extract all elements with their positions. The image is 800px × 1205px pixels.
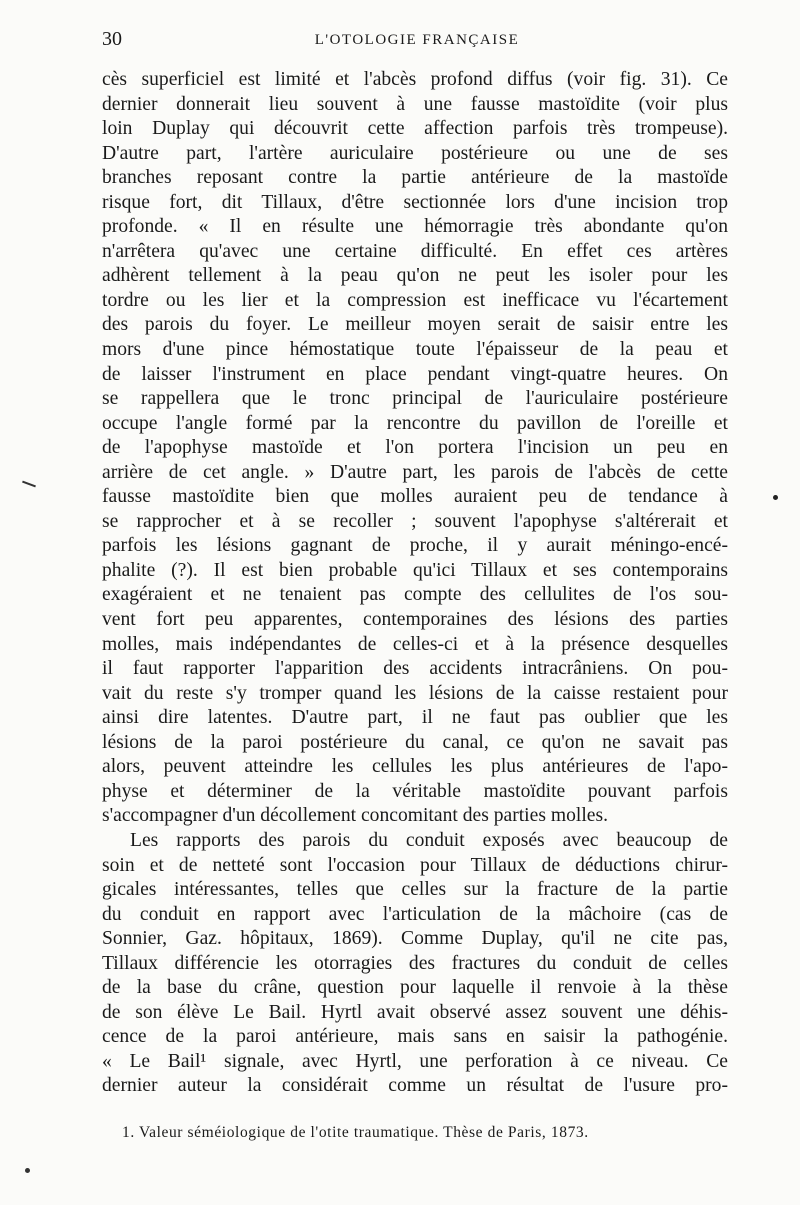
text-line: se rapprocher et à se recoller ; souvent l'apophyse s'altérerait et xyxy=(102,510,728,532)
text-line: branches reposant contre la partie antérieure de la mastoïde xyxy=(102,167,728,189)
text-line: vait du reste s'y tromper quand les lésions de la caisse restaient pour xyxy=(102,682,728,704)
text-line: se rappellera que le tronc principal de l'auriculaire postérieure xyxy=(102,388,728,410)
running-title: L'OTOLOGIE FRANÇAISE xyxy=(314,32,520,48)
text-line: gicales intéressantes, telles que celles sur la fracture de la partie xyxy=(102,879,728,901)
text-line: molles, mais indépendantes de celles-ci et à la présence desquelles xyxy=(102,633,728,655)
margin-ink-dot xyxy=(773,495,778,500)
text-line: lésions de la paroi postérieure du canal, ce qu'on ne savait pas xyxy=(102,731,728,753)
text-line: fausse mastoïdite bien que molles auraient peu de tendance à xyxy=(102,486,728,508)
text-line: occupe l'angle formé par la rencontre du pavillon de l'oreille et xyxy=(102,412,728,434)
body-text xyxy=(102,68,728,1099)
margin-pencil-mark xyxy=(22,481,36,488)
text-line: risque fort, dit Tillaux, d'être sectionnée lors d'une incision trop xyxy=(102,191,728,213)
text-line: de la base du crâne, question pour laquelle il renvoie à la thèse xyxy=(102,977,728,999)
text-line: dernier donnerait lieu souvent à une fausse mastoïdite (voir plus xyxy=(102,93,728,115)
text-line: de l'apophyse mastoïde et l'on portera l'incision un peu en xyxy=(102,437,728,459)
text-line: alors, peuvent atteindre les cellules les plus antérieures de l'apo- xyxy=(102,756,728,778)
text-line: s'accompagner d'un décollement concomitant des parties molles. xyxy=(102,805,608,827)
page-number: 30 xyxy=(102,28,122,50)
text-line: parfois les lésions gagnant de proche, il y aurait méningo-encé- xyxy=(102,535,728,557)
text-line: tordre ou les lier et la compression est inefficace vu l'écartement xyxy=(102,289,728,311)
text-line: loin Duplay qui découvrit cette affection parfois très trompeuse). xyxy=(102,118,728,140)
text-line: cence de la paroi antérieure, mais sans en saisir la pathogénie. xyxy=(102,1026,728,1048)
text-line: des parois du foyer. Le meilleur moyen serait de saisir entre les xyxy=(102,314,728,336)
text-line: cès superficiel est limité et l'abcès profond diffus (voir fig. 31). Ce xyxy=(102,69,728,90)
text-line: de laisser l'instrument en place pendant vingt-quatre heures. On xyxy=(102,363,728,385)
text-line: ainsi dire latentes. D'autre part, il ne faut pas oublier que les xyxy=(102,707,728,729)
text-line: de son élève Le Bail. Hyrtl avait observé assez souvent une déhis- xyxy=(102,1001,728,1023)
footnote: 1. Valeur séméiologique de l'otite traumatique. Thèse de Paris, 1873. xyxy=(122,1124,589,1141)
text-line: « Le Bail¹ signale, avec Hyrtl, une perforation à ce niveau. Ce xyxy=(102,1050,728,1072)
text-line: physe et déterminer de la véritable mastoïdite pouvant parfois xyxy=(102,780,728,802)
text-line: Sonnier, Gaz. hôpitaux, 1869). Comme Duplay, qu'il ne cite pas, xyxy=(102,928,728,950)
text-line: vent fort peu apparentes, contemporaines des lésions des parties xyxy=(102,609,728,631)
text-line: dernier auteur la considérait comme un résultat de l'usure pro- xyxy=(102,1075,728,1097)
text-line: Les rapports des parois du conduit exposés avec beaucoup de xyxy=(130,829,728,851)
text-line: n'arrêtera qu'avec une certaine difficulté. En effet ces artères xyxy=(102,240,728,262)
text-line: arrière de cet angle. » D'autre part, les parois de l'abcès de cette xyxy=(102,461,728,483)
text-line: mors d'une pince hémostatique toute l'épaisseur de la peau et xyxy=(102,339,728,361)
text-line: phalite (?). Il est bien probable qu'ici Tillaux et ses contemporains xyxy=(102,559,728,581)
text-line: soin et de netteté sont l'occasion pour Tillaux de déductions chirur- xyxy=(102,854,728,876)
page-header xyxy=(102,24,732,56)
text-line: exagéraient et ne tenaient pas compte des cellulites de l'os sou- xyxy=(102,584,728,606)
margin-ink-dot xyxy=(25,1168,30,1173)
text-line: adhèrent tellement à la peau qu'on ne peut les isoler pour les xyxy=(102,265,728,287)
text-line: D'autre part, l'artère auriculaire postérieure ou une de ses xyxy=(102,142,728,164)
text-line: il faut rapporter l'apparition des accidents intracrâniens. On pou- xyxy=(102,658,728,680)
text-line: profonde. « Il en résulte une hémorragie très abondante qu'on xyxy=(102,216,728,238)
text-line: du conduit en rapport avec l'articulation de la mâchoire (cas de xyxy=(102,903,728,925)
text-line: Tillaux différencie les otorragies des fractures du conduit de celles xyxy=(102,952,728,974)
